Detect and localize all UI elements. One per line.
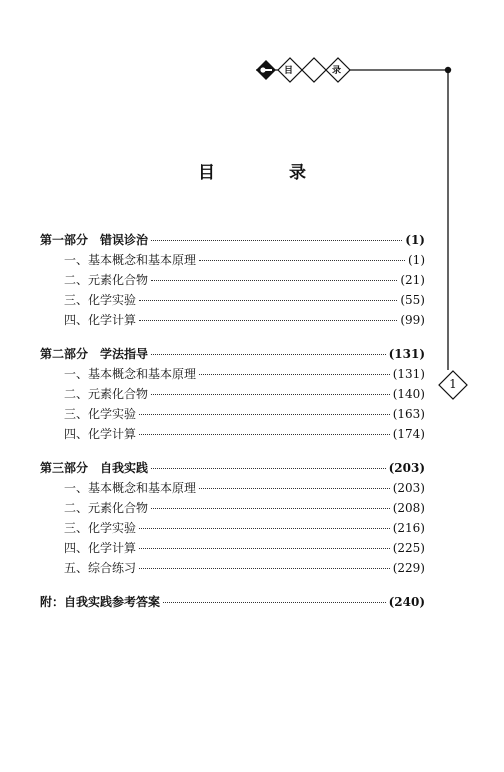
toc-page-number: (225) [392, 541, 425, 555]
toc-label: 第二部分 学法指导 [40, 347, 149, 361]
toc-item-row [40, 405, 425, 425]
toc-page-number: (1) [408, 253, 425, 267]
toc-page-number: (140) [392, 387, 425, 401]
dot-leader [199, 488, 390, 489]
dot-leader [139, 548, 390, 549]
dot-leader [163, 602, 386, 603]
toc-page-number: (229) [392, 561, 425, 575]
toc-page-number: (21) [400, 273, 425, 287]
dot-leader [151, 394, 390, 395]
toc-part-row [40, 231, 425, 251]
dot-leader [151, 280, 397, 281]
toc-page-number: (1) [405, 233, 425, 247]
toc-label: 二、元素化合物 [64, 273, 149, 287]
toc-item-row [40, 559, 425, 579]
toc-item-row [40, 425, 425, 445]
toc-page-number: (55) [400, 293, 425, 307]
toc-label: 一、基本概念和基本原理 [64, 367, 197, 381]
toc-label: 第三部分 自我实践 [40, 461, 149, 475]
dot-leader [151, 240, 402, 241]
dot-leader [139, 568, 390, 569]
toc-page-number: (99) [400, 313, 425, 327]
dot-leader [151, 354, 386, 355]
toc-item-row [40, 251, 425, 271]
toc-label: 二、元素化合物 [64, 501, 149, 515]
header-tag-mu: 目 [284, 66, 294, 76]
toc-label: 四、化学计算 [64, 313, 137, 327]
toc-item-row [40, 385, 425, 405]
toc-part-row [40, 459, 425, 479]
toc-page-number: (131) [392, 367, 425, 381]
toc-part-row [40, 593, 425, 613]
toc-label: 三、化学实验 [64, 407, 137, 421]
toc-label: 附：自我实践参考答案 [40, 595, 161, 609]
toc-label: 三、化学实验 [64, 521, 137, 535]
dot-leader [139, 320, 397, 321]
toc-label: 二、元素化合物 [64, 387, 149, 401]
dot-leader [151, 468, 386, 469]
toc-page-number: (208) [392, 501, 425, 515]
page-number: 1 [449, 377, 457, 391]
toc-label: 四、化学计算 [64, 427, 137, 441]
toc-page-number: (163) [392, 407, 425, 421]
toc-item-row [40, 311, 425, 331]
toc-label: 四、化学计算 [64, 541, 137, 555]
toc-label: 五、综合练习 [64, 561, 137, 575]
toc-item-row [40, 271, 425, 291]
toc-part-row [40, 345, 425, 365]
toc-item-row [40, 291, 425, 311]
toc-page-number: (131) [388, 347, 425, 361]
dot-leader [151, 508, 390, 509]
key-icon [256, 60, 276, 80]
dot-leader [139, 528, 390, 529]
page-title: 目 录 [198, 163, 340, 183]
dot-leader [199, 260, 405, 261]
toc-page-number: (174) [392, 427, 425, 441]
header-tag-lu: 录 [332, 66, 342, 76]
dot-leader [139, 300, 397, 301]
dot-leader [199, 374, 390, 375]
toc-label: 一、基本概念和基本原理 [64, 481, 197, 495]
toc-label: 第一部分 错误诊治 [40, 233, 149, 247]
toc-item-row [40, 519, 425, 539]
toc-page-number: (203) [388, 461, 425, 475]
toc-label: 三、化学实验 [64, 293, 137, 307]
toc-page-number: (203) [392, 481, 425, 495]
table-of-contents [40, 231, 425, 613]
toc-page-number: (240) [388, 595, 425, 609]
toc-item-row [40, 479, 425, 499]
toc-label: 一、基本概念和基本原理 [64, 253, 197, 267]
toc-item-row [40, 365, 425, 385]
toc-page-number: (216) [392, 521, 425, 535]
toc-item-row [40, 499, 425, 519]
toc-item-row [40, 539, 425, 559]
dot-leader [139, 414, 390, 415]
dot-leader [139, 434, 390, 435]
